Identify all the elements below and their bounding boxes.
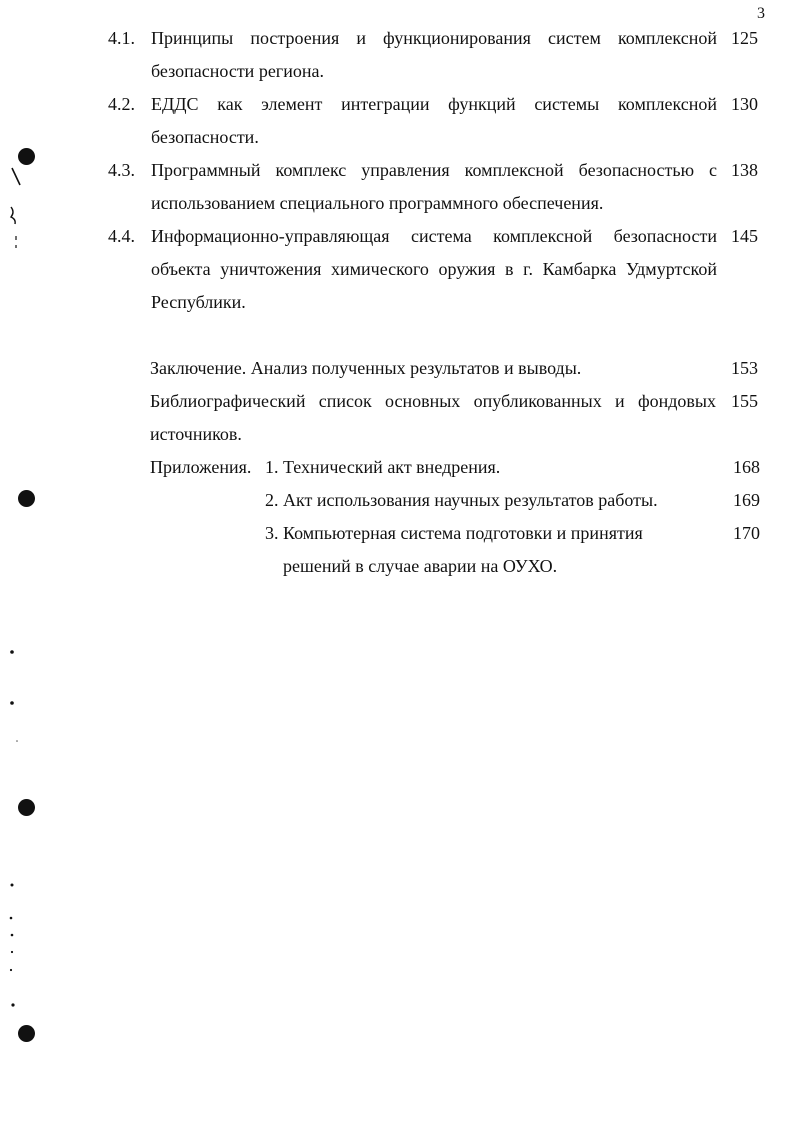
- scan-marks: [0, 0, 40, 1137]
- toc-entry-conclusion: [150, 352, 760, 385]
- appendix-item-1: [265, 451, 695, 484]
- entry-title: Заключение. Анализ полученных результатов и выводы.: [150, 358, 582, 378]
- entry-page: 125: [731, 28, 758, 48]
- appendix-title: Компьютерная система подготовки и принятия решений в случае аварии на ОУХО.: [283, 523, 643, 576]
- entry-title: ЕДДС как элемент интеграции функций системы комплексной безопасности.: [151, 94, 717, 147]
- appendix-title: Технический акт внедрения.: [283, 457, 501, 477]
- entry-page: 130: [731, 94, 758, 114]
- toc-entry-bibliography: [150, 385, 760, 451]
- appendix-number: 1.: [265, 457, 279, 477]
- appendix-number: 2.: [265, 490, 279, 510]
- page-number: 3: [757, 5, 765, 22]
- appendix-page: 170: [733, 523, 760, 543]
- entry-title: Программный комплекс управления комплексной безопасностью с использованием специального программного обеспечения.: [151, 160, 717, 213]
- entry-title: Принципы построения и функционирования систем комплексной безопасности региона.: [151, 28, 717, 81]
- appendix-item-3: [265, 517, 685, 583]
- toc-entry-4-2: [108, 88, 760, 154]
- appendix-number: 3.: [265, 523, 279, 543]
- entry-page: 145: [731, 226, 758, 246]
- appendix-title: Акт использования научных результатов работы.: [283, 490, 658, 510]
- entry-page: 155: [731, 391, 758, 411]
- toc-entry-4-1: [108, 22, 760, 88]
- appendix-item-2: [265, 484, 695, 517]
- appendices-label: Приложения.: [150, 457, 252, 477]
- entry-title: Информационно-управляющая система комплексной безопасности объекта уничтожения химического оружия в г. Камбарка Удмуртской Республики.: [151, 226, 717, 312]
- appendix-page: 168: [733, 457, 760, 477]
- entry-page: 153: [731, 358, 758, 378]
- toc-entry-4-4: [108, 220, 760, 319]
- entry-title: Библиографический список основных опубликованных и фондовых источников.: [150, 391, 716, 444]
- entry-number: 4.4.: [108, 226, 135, 246]
- toc-entry-4-3: [108, 154, 760, 220]
- appendix-page: 169: [733, 490, 760, 510]
- entry-number: 4.2.: [108, 94, 135, 114]
- entry-number: 4.3.: [108, 160, 135, 180]
- entry-page: 138: [731, 160, 758, 180]
- entry-number: 4.1.: [108, 28, 135, 48]
